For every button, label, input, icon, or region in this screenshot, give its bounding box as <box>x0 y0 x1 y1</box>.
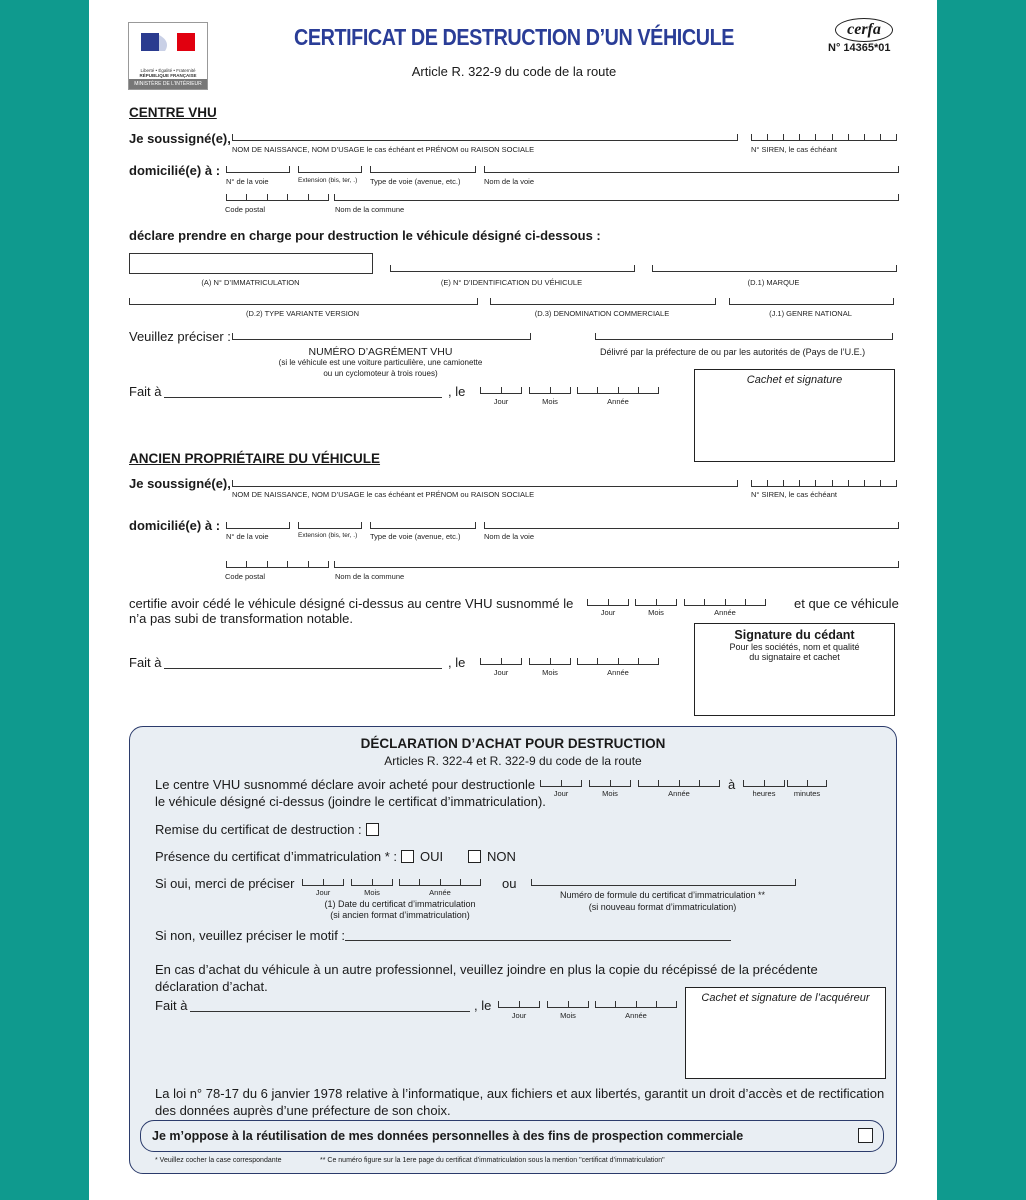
decl-mois-caption: Mois <box>560 1011 576 1020</box>
form-page <box>89 0 937 1200</box>
ancien-annee-caption: Année <box>607 668 629 677</box>
cert-mois-caption: Mois <box>364 888 380 897</box>
logo-motto: Liberté • Égalité • Fraternité <box>140 68 196 73</box>
nom-voie-caption: Nom de la voie <box>484 177 535 186</box>
autre-pro-text-1: En cas d’achat du véhicule à un autre professionnel, veuillez joindre en plus la copie du récépissé de la précédente <box>155 962 818 977</box>
autre-pro-text-2: déclaration d’achat. <box>155 979 268 994</box>
centre-mois-field[interactable] <box>529 387 571 394</box>
cession-annee-field[interactable] <box>684 599 766 606</box>
cert-mois-field[interactable] <box>351 879 393 886</box>
mois-caption: Mois <box>542 397 558 406</box>
ancien-commune-caption: Nom de la commune <box>335 572 405 581</box>
logo-republic: RÉPUBLIQUE FRANÇAISE <box>139 73 197 78</box>
cession-annee-caption: Année <box>714 608 736 617</box>
achat-minutes-field[interactable] <box>787 780 827 787</box>
cedant-signature-box[interactable] <box>694 623 895 716</box>
centre-jour-field[interactable] <box>480 387 522 394</box>
ancien-fait-a-label: Fait à <box>129 655 162 670</box>
loi-text-2: des données auprès d’une préfecture de son choix. <box>155 1103 451 1118</box>
declaration-line-2: le véhicule désigné ci-dessus (joindre le certificat d’immatriculation). <box>155 794 546 809</box>
presence-label: Présence du certificat d’immatriculation * : <box>155 849 398 864</box>
ancien-code-postal-field[interactable] <box>226 561 329 568</box>
ancien-name-field[interactable] <box>232 480 738 487</box>
ancien-siren-field[interactable] <box>751 480 897 487</box>
achat-jour-caption: Jour <box>553 789 569 798</box>
cert-annee-field[interactable] <box>399 879 481 886</box>
domicilie-label: domicilié(e) à : <box>129 163 221 178</box>
achat-mois-caption: Mois <box>602 789 618 798</box>
le-label: , le <box>448 384 466 399</box>
si-non-label: Si non, veuillez préciser le motif : <box>155 928 346 943</box>
decl-annee-caption: Année <box>625 1011 647 1020</box>
decl-jour-caption: Jour <box>511 1011 527 1020</box>
genre-field[interactable] <box>729 298 894 305</box>
section-ancien-proprietaire: ANCIEN PROPRIÉTAIRE DU VÉHICULE <box>129 451 381 466</box>
cedant-signature-note-2: du signataire et cachet <box>749 652 840 662</box>
cession-jour-caption: Jour <box>600 608 616 617</box>
loi-text-1: La loi n° 78-17 du 6 janvier 1978 relative à l’informatique, aux fichiers et aux libertés, garantit un droit d’accès et de rectification <box>155 1086 885 1101</box>
veuillez-label: Veuillez préciser : <box>129 329 231 344</box>
agrement-field[interactable] <box>232 333 531 340</box>
agrement-note-2: ou un cyclomoteur à trois roues) <box>323 369 438 378</box>
ancien-mois-field[interactable] <box>529 658 571 665</box>
opposition-text: Je m’oppose à la réutilisation de mes données personnelles à des fins de prospection commerciale <box>152 1129 744 1143</box>
centre-type-voie-field[interactable] <box>370 166 476 173</box>
ancien-nom-voie-caption: Nom de la voie <box>484 532 535 541</box>
declaration-line-1: Le centre VHU susnommé déclare avoir acheté pour destruction <box>155 777 525 792</box>
centre-siren-field[interactable] <box>751 134 897 141</box>
voie-caption: N° de la voie <box>226 177 269 186</box>
type-variante-field[interactable] <box>129 298 478 305</box>
centre-name-caption: NOM DE NAISSANCE, NOM D’USAGE le cas échéant et PRÉNOM ou RAISON SOCIALE <box>232 145 535 154</box>
marianne-logo <box>128 22 208 90</box>
agrement-note-1: (si le véhicule est une voiture particulière, une camionette <box>278 358 483 367</box>
cession-mois-field[interactable] <box>635 599 677 606</box>
numero-formule-caption-2: (si nouveau format d’immatriculation) <box>588 902 737 912</box>
non-checkbox[interactable] <box>468 850 481 863</box>
ancien-mois-caption: Mois <box>542 668 558 677</box>
achat-minutes-caption: minutes <box>793 789 821 798</box>
achat-heures-caption: heures <box>752 789 776 798</box>
date-cert-caption-1: (1) Date du certificat d’immatriculation <box>324 899 476 909</box>
cedant-signature-note-1: Pour les sociétés, nom et qualité <box>729 642 860 652</box>
motif-field[interactable] <box>345 940 731 941</box>
section-centre-vhu: CENTRE VHU <box>129 105 217 120</box>
achat-annee-field[interactable] <box>638 780 720 787</box>
oui-checkbox[interactable] <box>401 850 414 863</box>
declare-text: déclare prendre en charge pour destruction le véhicule désigné ci-dessous : <box>129 228 601 243</box>
centre-extension-field[interactable] <box>298 166 362 173</box>
si-oui-label: Si oui, merci de préciser <box>155 876 295 891</box>
declaration-le-label: le <box>525 777 536 792</box>
ancien-fait-a-field[interactable] <box>164 668 442 669</box>
ancien-je-soussigne-label: Je soussigné(e), <box>129 476 231 491</box>
ancien-commune-field[interactable] <box>334 561 899 568</box>
agrement-caption: NUMÉRO D’AGRÉMENT VHU <box>308 346 453 358</box>
achat-heures-field[interactable] <box>743 780 785 787</box>
decl-jour-field[interactable] <box>498 1001 540 1008</box>
ancien-le-label: , le <box>448 655 466 670</box>
page-subtitle: Article R. 322-9 du code de la route <box>411 64 617 79</box>
centre-siren-caption: N° SIREN, le cas échéant <box>751 145 837 154</box>
extension-caption: Extension (bis, ter, .) <box>298 177 358 184</box>
declaration-subtitle: Articles R. 322-4 et R. 322-9 du code de la route <box>384 754 642 768</box>
certifie-text-2: n’a pas subi de transformation notable. <box>129 611 354 626</box>
declaration-panel <box>129 726 897 1174</box>
declaration-title: DÉCLARATION D’ACHAT POUR DESTRUCTION <box>360 736 666 751</box>
oui-label: OUI <box>420 849 444 864</box>
delivre-caption: Délivré par la préfecture de ou par les autorités de (Pays de l’U.E.) <box>600 347 866 357</box>
immat-caption: (A) N° D’IMMATRICULATION <box>201 278 300 287</box>
opposition-checkbox[interactable] <box>858 1128 873 1143</box>
cerfa-number: N° 14365*01 <box>828 42 891 54</box>
centre-annee-field[interactable] <box>577 387 659 394</box>
ancien-extension-field[interactable] <box>298 522 362 529</box>
declaration-a-label: à <box>728 777 736 792</box>
ancien-jour-caption: Jour <box>493 668 509 677</box>
ancien-name-caption: NOM DE NAISSANCE, NOM D’USAGE le cas échéant et PRÉNOM ou RAISON SOCIALE <box>232 490 535 499</box>
vin-caption: (E) N° D’IDENTIFICATION DU VÉHICULE <box>440 278 583 287</box>
centre-cachet-box[interactable] <box>694 369 895 462</box>
type-caption: (D.2) TYPE VARIANTE VERSION <box>245 309 360 318</box>
cerfa-logo: cerfa <box>835 18 893 42</box>
centre-code-postal-field[interactable] <box>226 194 329 201</box>
cert-annee-caption: Année <box>429 888 451 897</box>
footnote-1: * Veuillez cocher la case correspondante <box>155 1157 282 1164</box>
code-postal-caption: Code postal <box>225 205 266 214</box>
acquereur-cachet-box[interactable] <box>685 987 886 1079</box>
certifie-text-1: certifie avoir cédé le véhicule désigné ci-dessus au centre VHU susnommé le <box>129 596 574 611</box>
cession-jour-field[interactable] <box>587 599 629 606</box>
centre-fait-a-field[interactable] <box>164 397 442 398</box>
decl-mois-field[interactable] <box>547 1001 589 1008</box>
cession-mois-caption: Mois <box>648 608 664 617</box>
remise-checkbox[interactable] <box>366 823 379 836</box>
commune-caption: Nom de la commune <box>335 205 405 214</box>
non-label: NON <box>487 849 516 864</box>
cedant-signature-title: Signature du cédant <box>734 628 855 642</box>
immatriculation-input[interactable] <box>129 253 373 274</box>
cert-jour-field[interactable] <box>302 879 344 886</box>
genre-caption: (J.1) GENRE NATIONAL <box>769 309 852 318</box>
type-voie-caption: Type de voie (avenue, etc.) <box>370 177 461 186</box>
centre-name-field[interactable] <box>232 134 738 141</box>
ancien-domicilie-label: domicilié(e) à : <box>129 518 221 533</box>
et-que-text: et que ce véhicule <box>794 596 899 611</box>
delivre-field[interactable] <box>595 333 893 340</box>
marque-field[interactable] <box>652 265 897 272</box>
ancien-siren-caption: N° SIREN, le cas échéant <box>751 490 837 499</box>
ancien-extension-caption: Extension (bis, ter, .) <box>298 532 358 539</box>
declaration-fait-a-label: Fait à <box>155 998 188 1013</box>
flag-icon <box>129 23 207 63</box>
annee-caption: Année <box>607 397 629 406</box>
achat-annee-caption: Année <box>668 789 690 798</box>
date-cert-caption-2: (si ancien format d’immatriculation) <box>330 910 470 920</box>
opposition-bar <box>140 1120 884 1152</box>
remise-label: Remise du certificat de destruction : <box>155 822 362 837</box>
jour-caption: Jour <box>493 397 509 406</box>
ancien-jour-field[interactable] <box>480 658 522 665</box>
declaration-fait-a-field[interactable] <box>190 1011 470 1012</box>
page-title: CERTIFICAT DE DESTRUCTION D’UN VÉHICULE <box>293 24 734 50</box>
fait-a-label: Fait à <box>129 384 162 399</box>
decl-annee-field[interactable] <box>595 1001 677 1008</box>
achat-jour-field[interactable] <box>540 780 582 787</box>
centre-voie-field[interactable] <box>226 166 290 173</box>
acquereur-cachet-label: Cachet et signature de l’acquéreur <box>701 992 870 1004</box>
ancien-voie-caption: N° de la voie <box>226 532 269 541</box>
ou-label: ou <box>502 876 517 891</box>
declaration-le-comma-label: , le <box>474 998 492 1013</box>
numero-formule-caption-1: Numéro de formule du certificat d’immatriculation ** <box>559 890 766 900</box>
logo-ministry: MINISTÈRE DE L’INTÉRIEUR <box>129 79 207 89</box>
ancien-code-postal-caption: Code postal <box>225 572 266 581</box>
centre-commune-field[interactable] <box>334 194 899 201</box>
je-soussigne-label: Je soussigné(e), <box>129 131 231 146</box>
ancien-voie-field[interactable] <box>226 522 290 529</box>
ancien-nom-voie-field[interactable] <box>484 522 899 529</box>
vin-field[interactable] <box>390 265 635 272</box>
denomination-field[interactable] <box>490 298 716 305</box>
cachet-label: Cachet et signature <box>746 374 843 386</box>
denomination-caption: (D.3) DENOMINATION COMMERCIALE <box>534 309 670 318</box>
ancien-type-voie-field[interactable] <box>370 522 476 529</box>
centre-nom-voie-field[interactable] <box>484 166 899 173</box>
numero-formule-field[interactable] <box>531 879 796 886</box>
achat-mois-field[interactable] <box>589 780 631 787</box>
ancien-annee-field[interactable] <box>577 658 659 665</box>
cert-jour-caption: Jour <box>315 888 331 897</box>
marque-caption: (D.1) MARQUE <box>747 278 800 287</box>
ancien-type-voie-caption: Type de voie (avenue, etc.) <box>370 532 461 541</box>
footnote-2: ** Ce numéro figure sur la 1ere page du certificat d’immatriculation sous la mention "certificat d’immatriculation" <box>320 1157 665 1164</box>
